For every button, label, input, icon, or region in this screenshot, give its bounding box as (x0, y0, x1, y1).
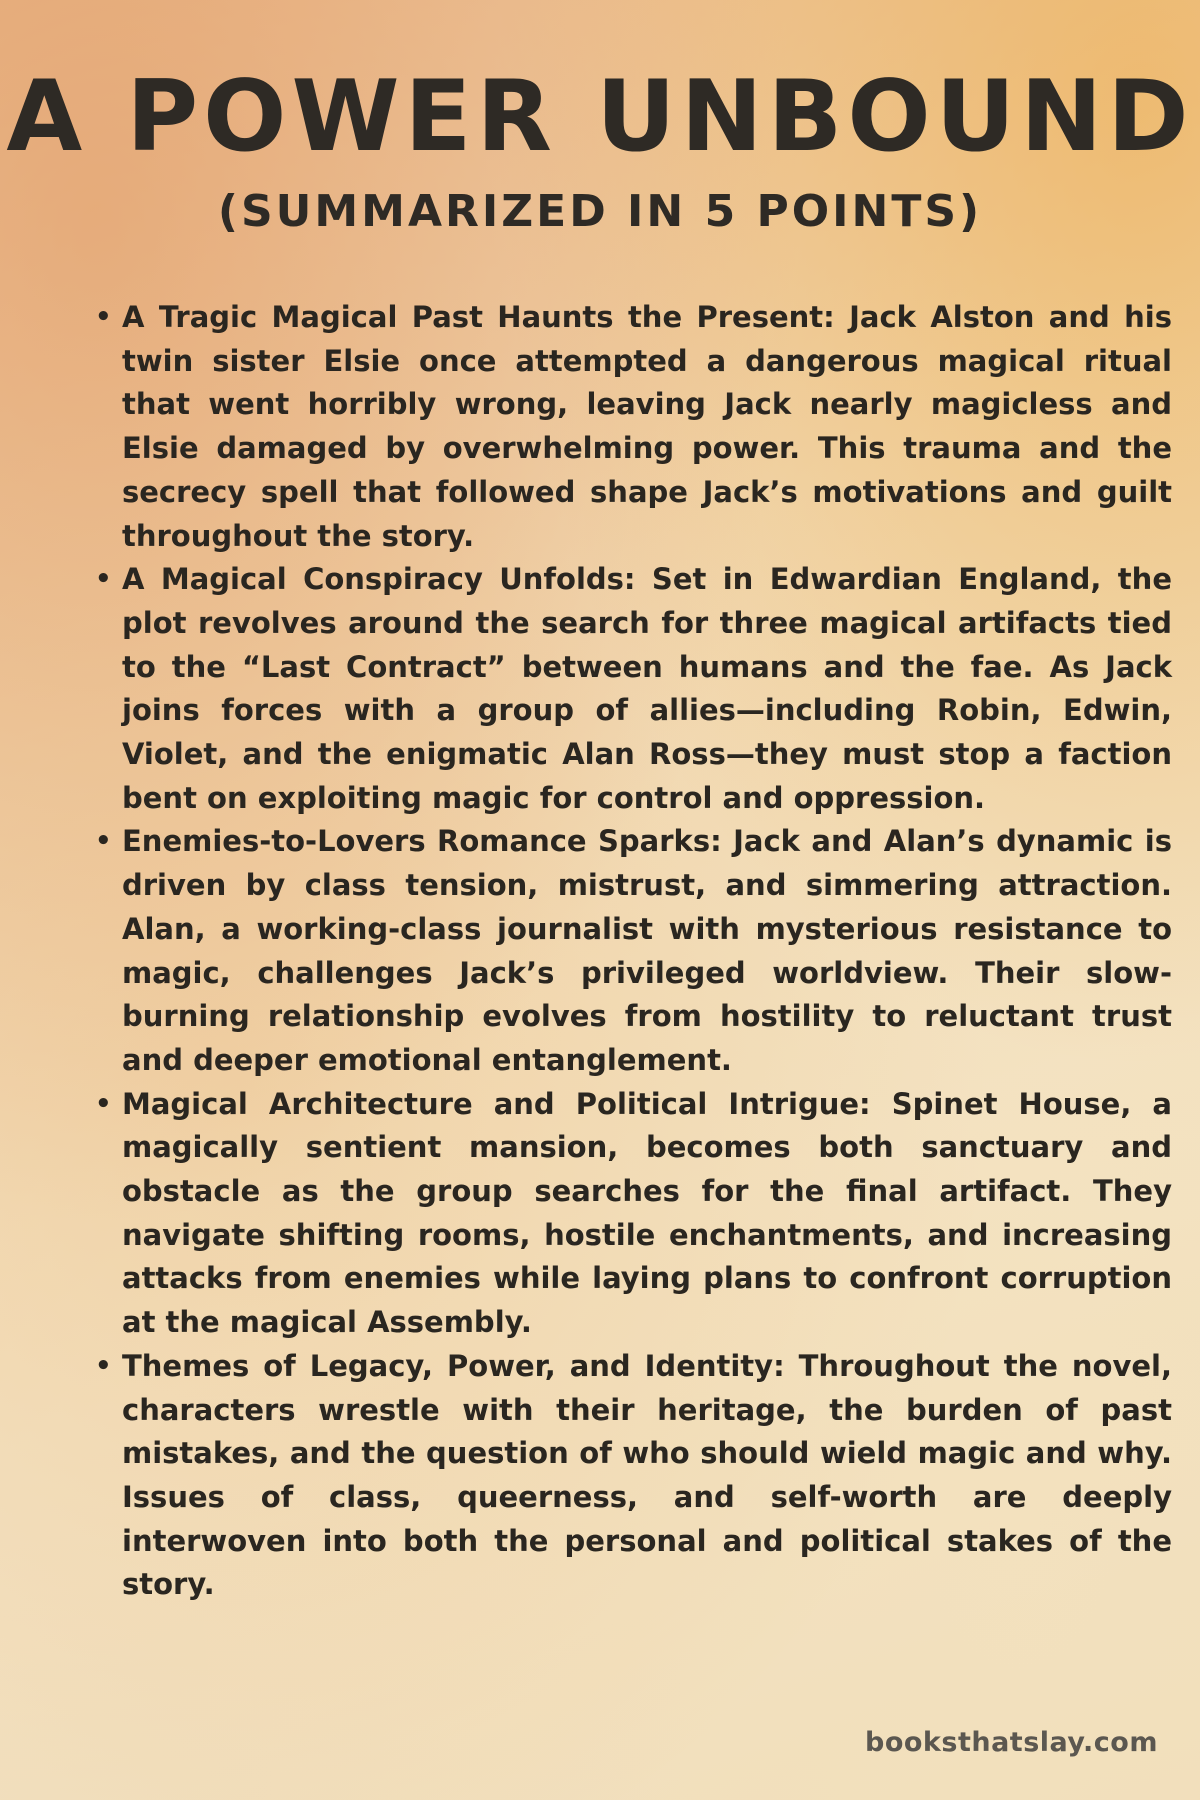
bullet-icon: • (95, 1088, 112, 1119)
bullet-icon: • (95, 1350, 112, 1381)
summary-point-3 (95, 820, 1172, 1082)
page-title: A POWER UNBOUND (6, 60, 1194, 174)
summary-point-text: A Magical Conspiracy Unfolds: Set in Edwardian England, the plot revolves around the search for three magical artifacts tied to the “Last Contract” between humans and the fae. As Jack joins forces with a group of allies—including Robin, Edwin, Violet, and the enigmatic Alan Ross—they must stop a faction bent on exploiting magic for control and oppression. (122, 562, 1172, 815)
summary-point-4 (95, 1083, 1172, 1345)
summary-point-text: Enemies-to-Lovers Romance Sparks: Jack and Alan’s dynamic is driven by class tension, mistrust, and simmering attraction. Alan, a working-class journalist with mysterious resistance to magic, challenges Jack’s privileged worldview. Their slow-burning relationship evolves from hostility to reluctant trust and deeper emotional entanglement. (122, 824, 1172, 1077)
site-watermark: booksthatslay.com (865, 1727, 1158, 1758)
summary-point-5 (95, 1345, 1172, 1607)
summary-point-text: A Tragic Magical Past Haunts the Present: Jack Alston and his twin sister Elsie once attempted a dangerous magical ritual that went horribly wrong, leaving Jack nearly magicless and Elsie damaged by overwhelming power. This trauma and the secrecy spell that followed shape Jack’s motivations and guilt throughout the story. (122, 300, 1172, 553)
bullet-icon: • (95, 564, 112, 595)
summary-point-text: Magical Architecture and Political Intrigue: Spinet House, a magically sentient mansion, becomes both sanctuary and obstacle as the group searches for the final artifact. They navigate shifting rooms, hostile enchantments, and increasing attacks from enemies while laying plans to confront corruption at the magical Assembly. (122, 1086, 1172, 1340)
summary-point-1 (95, 296, 1172, 558)
summary-points-list (92, 296, 1172, 1607)
page-subtitle: (SUMMARIZED IN 5 POINTS) (217, 186, 983, 237)
summary-point-text: Themes of Legacy, Power, and Identity: Throughout the novel, characters wrestle with their heritage, the burden of past mistakes, and the question of who should wield magic and why. Issues of class, queerness, and self-worth are deeply interwoven into both the personal and political stakes of the story. (122, 1348, 1172, 1602)
summary-point-2 (95, 558, 1172, 820)
bullet-icon: • (95, 826, 112, 857)
bullet-icon: • (95, 302, 112, 332)
